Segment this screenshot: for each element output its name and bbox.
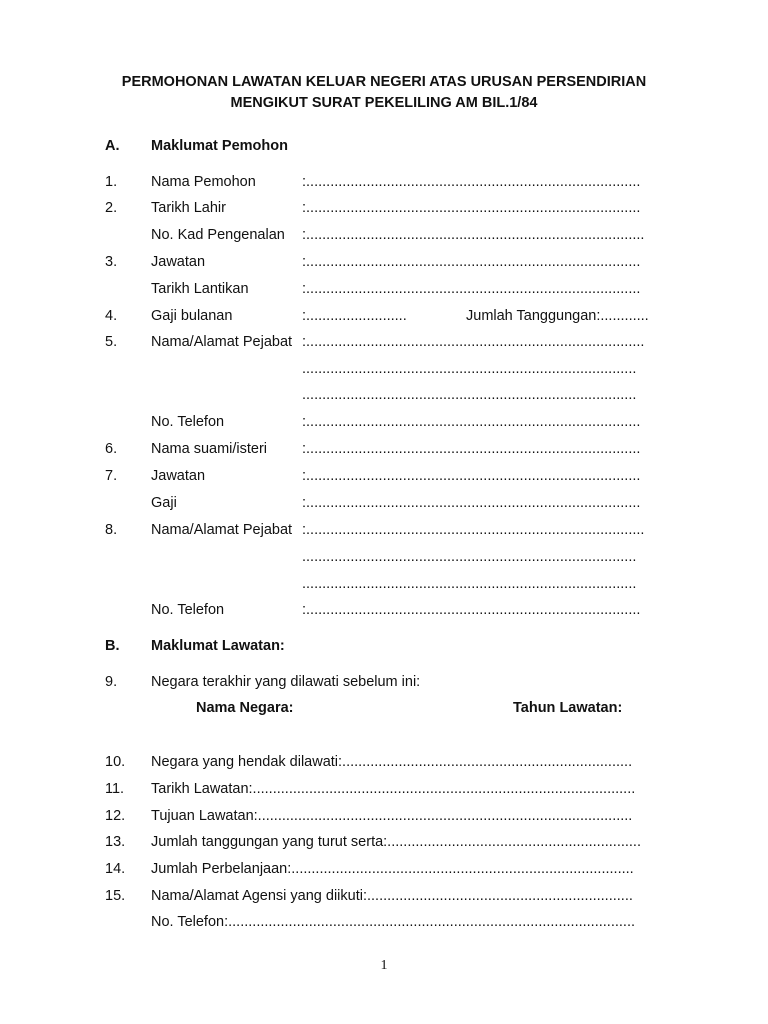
field-row <box>0 520 768 540</box>
field-label: Gaji <box>151 495 177 511</box>
field-row <box>0 225 768 245</box>
field-row <box>0 547 768 567</box>
fill-in-line[interactable]: :................................................................................... <box>302 174 641 190</box>
fill-in-line[interactable]: :................................................................................... <box>302 441 641 457</box>
title-line-1: PERMOHONAN LAWATAN KELUAR NEGERI ATAS URUSAN PERSENDIRIAN <box>121 74 647 90</box>
field-row <box>0 672 768 692</box>
field-row <box>0 359 768 379</box>
field-label: Jawatan <box>151 254 206 270</box>
fill-in-line[interactable]: Negara yang hendak dilawati:........................................................................ <box>151 754 633 770</box>
section-a-title: Maklumat Pemohon <box>151 138 288 154</box>
field-number: 14. <box>105 861 126 877</box>
field-row <box>0 439 768 459</box>
field-number: 3. <box>105 254 118 270</box>
fill-in-line[interactable]: Nama/Alamat Agensi yang diikuti:.................................................................. <box>151 888 633 904</box>
column-country: Nama Negara: <box>196 700 294 716</box>
fill-in-line[interactable]: Tujuan Lawatan:............................................................................................. <box>151 808 633 824</box>
field-label: No. Kad Pengenalan <box>151 227 285 243</box>
section-b-heading <box>0 636 768 656</box>
fill-in-line[interactable]: ................................................................................... <box>302 361 637 377</box>
field-row <box>0 600 768 620</box>
field-row <box>0 886 768 906</box>
fill-in-line[interactable]: Tarikh Lawatan:............................................................................................... <box>151 781 636 797</box>
fill-in-line[interactable]: Jumlah tanggungan yang turut serta:............................................................... <box>151 834 641 850</box>
field-label: Nama Pemohon <box>151 174 256 190</box>
fill-in-line[interactable]: :................................................................................... <box>302 414 641 430</box>
field-row <box>0 752 768 772</box>
field-row <box>0 279 768 299</box>
country-table-header <box>0 698 768 718</box>
field-row <box>0 412 768 432</box>
fill-in-line[interactable]: No. Telefon:..................................................................................................... <box>151 914 636 930</box>
field-number: 13. <box>105 834 126 850</box>
field-label: No. Telefon <box>151 414 225 430</box>
field-row <box>0 806 768 826</box>
section-b-letter: B. <box>105 638 120 654</box>
field-number: 12. <box>105 808 126 824</box>
field-number: 8. <box>105 522 118 538</box>
field-label: Jawatan <box>151 468 206 484</box>
field-label: Nama suami/isteri <box>151 441 268 457</box>
field-number: 7. <box>105 468 118 484</box>
field-label: Nama/Alamat Pejabat <box>151 522 293 538</box>
fill-in-line[interactable]: :................................................................................... <box>302 281 641 297</box>
field-number: 9. <box>105 674 118 690</box>
field-number: 6. <box>105 441 118 457</box>
fill-in-line[interactable]: :................................................................................... <box>302 495 641 511</box>
fill-in-line[interactable]: :......................... <box>302 308 407 324</box>
fill-in-line[interactable]: Jumlah Perbelanjaan:..................................................................................... <box>151 861 634 877</box>
field-row <box>0 332 768 352</box>
field-row <box>0 252 768 272</box>
fill-in-line[interactable]: ................................................................................... <box>302 549 637 565</box>
fill-in-line[interactable]: :.................................................................................... <box>302 227 645 243</box>
field-label: Negara terakhir yang dilawati sebelum ini: <box>151 674 421 690</box>
field-row <box>0 306 768 326</box>
field-row <box>0 574 768 594</box>
fill-in-line[interactable]: ................................................................................... <box>302 576 637 592</box>
section-b-title: Maklumat Lawatan: <box>151 638 285 654</box>
field-row <box>0 466 768 486</box>
section-a-letter: A. <box>105 138 120 154</box>
field-number: 1. <box>105 174 118 190</box>
page-number: 1 <box>380 958 388 973</box>
fill-in-line[interactable]: :................................................................................... <box>302 200 641 216</box>
fill-in-line[interactable]: :................................................................................... <box>302 602 641 618</box>
field-label: Gaji bulanan <box>151 308 233 324</box>
field-label: Nama/Alamat Pejabat <box>151 334 293 350</box>
fill-in-line[interactable]: :................................................................................... <box>302 254 641 270</box>
fill-in-line[interactable]: :.................................................................................... <box>302 334 645 350</box>
field-label: No. Telefon <box>151 602 225 618</box>
field-row <box>0 859 768 879</box>
field-row <box>0 832 768 852</box>
field-row <box>0 198 768 218</box>
title-line-2: MENGIKUT SURAT PEKELILING AM BIL.1/84 <box>230 95 538 111</box>
field-number: 2. <box>105 200 118 216</box>
field-number: 15. <box>105 888 126 904</box>
column-year: Tahun Lawatan: <box>513 700 623 716</box>
fill-in-line[interactable]: :................................................................................... <box>302 468 641 484</box>
fill-in-line[interactable]: :.................................................................................... <box>302 522 645 538</box>
field-row <box>0 172 768 192</box>
field-label: Tarikh Lantikan <box>151 281 249 297</box>
dependents-field[interactable]: Jumlah Tanggungan:............ <box>466 308 649 324</box>
field-row <box>0 912 768 932</box>
field-row <box>0 385 768 405</box>
field-label: Tarikh Lahir <box>151 200 226 216</box>
field-number: 10. <box>105 754 126 770</box>
field-number: 5. <box>105 334 118 350</box>
section-a-heading <box>0 136 768 156</box>
field-number: 4. <box>105 308 118 324</box>
field-row <box>0 779 768 799</box>
field-number: 11. <box>105 781 125 797</box>
field-row <box>0 493 768 513</box>
form-title <box>0 72 768 114</box>
fill-in-line[interactable]: ................................................................................... <box>302 387 637 403</box>
